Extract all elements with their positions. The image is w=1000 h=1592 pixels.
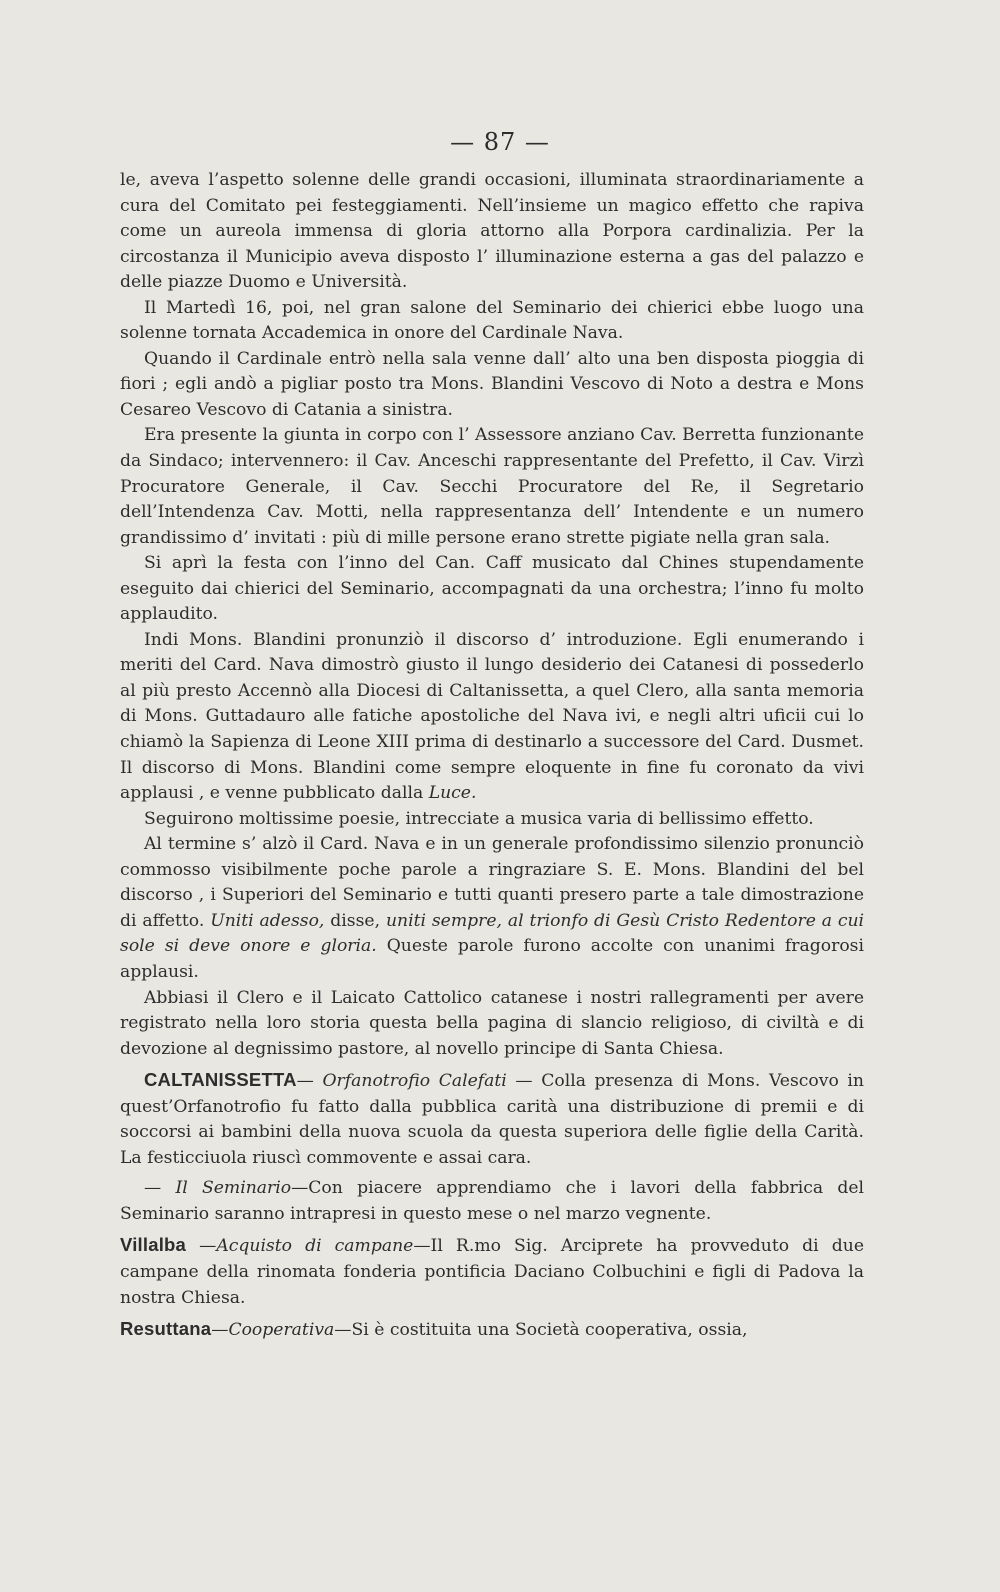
paragraph-text: Al termine s’ alzò il Card. Nava e in un generale profondissimo silenzio pronunciò commosso visibilmente poche parole a ringraziare S. E. Mons. Blandini del bel discorso , i Superiori del Seminario e tutti quanti presero parte a tale dimostrazione di affetto.: [120, 834, 864, 931]
section-subtitle: Cooperativa: [228, 1320, 335, 1341]
section-body: Con piacere apprendiamo che i lavori della fabbrica del Seminario saranno intrapresi in questo mese o nel marzo vegnente.: [120, 1178, 864, 1224]
paragraph-text: Queste parole furono accolte con unanimi fragorosi applausi.: [120, 936, 864, 982]
italic-text: Luce.: [428, 783, 477, 804]
paragraph-text: Indi Mons. Blandini pronunziò il discorso d’ introduzione. Egli enumerando i meriti del Card. Nava dimostrò giusto il lungo desiderio dei Catanesi di possederlo al più presto Accennò alla Diocesi di Caltanissetta, a quel Clero, alla santa memoria di Mons. Guttadauro alle fatiche apostoliche del Nava ivi, e negli altri uficii cui lo chiamò la Sapienza di Leone XIII prima di destinarlo a successore del Card. Dusmet. Il discorso di Mons. Blandini come sempre eloquente in fine fu coronato da vivi applausi , e venne pubblicato dalla: [120, 629, 864, 804]
paragraph: Era presente la giunta in corpo con l’ Assessore anziano Cav. Berretta funzionante da Sindaco; intervennero: il Cav. Anceschi rappresentante del Prefetto, il Cav. Virzì Procuratore Generale, il Cav. Secchi Procuratore del Re, il Segretario dell’Intendenza Cav. Motti, nella rappresentanza dell’ Intendente e un numero grandissimo d’ invitati : più di mille persone erano strette pigiate nella gran sala.: [120, 425, 864, 548]
section-seminario: — Il Seminario—Con piacere apprendiamo che i lavori della fabbrica del Seminario saranno intrapresi in questo mese o nel marzo vegnente.: [120, 1178, 864, 1224]
paragraph: [120, 628, 864, 807]
section-title: CALTANISSETTA: [144, 1069, 297, 1091]
paragraph: Si aprì la festa con l’inno del Can. Caff musicato dal Chines stupendamente eseguito dai chierici del Seminario, accompagnati da una orchestra; l’inno fu molto applaudito.: [120, 553, 864, 625]
section-resuttana: Resuttana—Cooperativa—Si è costituita una Società cooperativa, ossia,: [120, 1318, 748, 1341]
section-subtitle: Orfanotrofio Calefati: [322, 1071, 507, 1092]
paragraph: Seguirono moltissime poesie, intrecciate a musica varia di bellissimo effetto.: [144, 808, 814, 829]
paragraph-text: disse,: [330, 910, 381, 931]
paragraph: [120, 832, 864, 985]
italic-text: Uniti adesso,: [210, 910, 325, 931]
italic-text: uniti sempre, al trionfo di Gesù Cristo Redentore a cui sole si deve onore e gloria.: [120, 910, 865, 957]
section-body: Colla presenza di Mons. Vescovo in quest’Orfanotrofio fu fatto dalla pubblica carità una distribuzione di premii e di soccorsi ai bambini della nuova scuola da questa superiora delle figlie della Carità. La festicciuola riuscì commovente e assai cara.: [120, 1071, 864, 1168]
section-caltanissetta: CALTANISSETTA— Orfanotrofio Calefati — Colla presenza di Mons. Vescovo in quest’Orfanotrofio fu fatto dalla pubblica carità una distribuzione di premii e di soccorsi ai bambini della nuova scuola da questa superiora delle figlie della Carità. La festicciuola riuscì commovente e assai cara.: [120, 1069, 864, 1168]
section-title: Villalba: [120, 1234, 187, 1256]
page-number: — 87 —: [450, 128, 550, 156]
section-villalba: Villalba —Acquisto di campane—Il R.mo Sig. Arciprete ha provveduto di due campane della rinomata fonderia pontificia Daciano Colbuchini e figli di Padova la nostra Chiesa.: [120, 1234, 864, 1308]
section-subtitle: Il Seminario: [175, 1178, 292, 1199]
paragraph: Il Martedì 16, poi, nel gran salone del Seminario dei chierici ebbe luogo una solenne tornata Accademica in onore del Cardinale Nava.: [120, 297, 864, 344]
paragraph: le, aveva l’aspetto solenne delle grandi occasioni, illuminata straordinariamente a cura del Comitato pei festeggiamenti. Nell’insieme un magico effetto che rapiva come un aureola immensa di gloria attorno alla Porpora cardinalizia. Per la circostanza il Municipio aveva disposto l’ illuminazione esterna a gas del palazzo e delle piazze Duomo e Università.: [120, 170, 864, 293]
section-subtitle: Acquisto di campane: [216, 1236, 414, 1257]
section-body: Si è costituita una Società cooperativa, ossia,: [351, 1320, 748, 1341]
section-body: Il R.mo Sig. Arciprete ha provveduto di due campane della rinomata fonderia pontificia Daciano Colbuchini e figli di Padova la nostra Chiesa.: [120, 1236, 864, 1308]
body-text: [120, 168, 864, 1344]
paragraph: Abbiasi il Clero e il Laicato Cattolico catanese i nostri rallegramenti per avere registrato nella loro storia questa bella pagina di slancio religioso, di civiltà e di devozione al degnissimo pastore, al novello principe di Santa Chiesa.: [120, 987, 864, 1059]
section-title: Resuttana: [120, 1318, 212, 1340]
paragraph: Quando il Cardinale entrò nella sala venne dall’ alto una ben disposta pioggia di fiori ; egli andò a pigliar posto tra Mons. Blandini Vescovo di Noto a destra e Mons Cesareo Vescovo di Catania a sinistra.: [120, 348, 864, 420]
